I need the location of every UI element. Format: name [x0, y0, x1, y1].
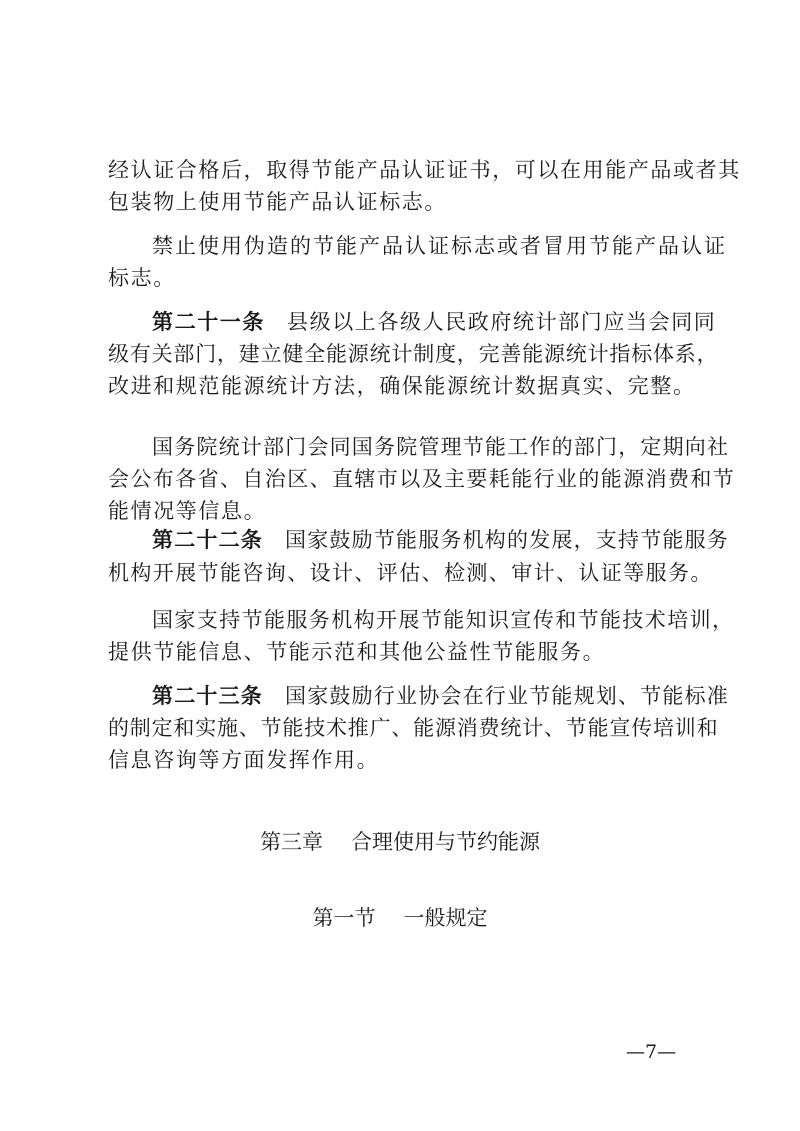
paragraph-line: 信息咨询等方面发挥作用。: [108, 748, 380, 772]
article-heading: 第二十二条: [152, 528, 263, 552]
paragraph-line: 能情况等信息。: [108, 499, 267, 523]
paragraph-line: 改进和规范能源统计方法，确保能源统计数据真实、完整。: [108, 374, 696, 398]
paragraph-line: 级有关部门，建立健全能源统计制度，完善能源统计指标体系，: [108, 342, 719, 366]
section-title: 一般规定: [403, 906, 488, 930]
paragraph-line: 机构开展节能咨询、设计、评估、检测、审计、认证等服务。: [108, 561, 713, 585]
paragraph-line: 的制定和实施、节能技术推广、能源消费统计、节能宣传培训和: [108, 716, 719, 740]
chapter-title: 合理使用与节约能源: [351, 830, 540, 854]
paragraph-text: 国家鼓励节能服务机构的发展，支持节能服务: [285, 528, 729, 552]
paragraph-line: 禁止使用伪造的节能产品认证标志或者冒用节能产品认证: [152, 234, 727, 258]
section-heading: [0, 898, 800, 938]
paragraph-line: 提供节能信息、节能示范和其他公益性节能服务。: [108, 640, 606, 664]
chapter-heading: [0, 822, 800, 862]
article-heading: 第二十三条: [152, 684, 263, 708]
section-number: 第一节: [312, 906, 376, 930]
paragraph-line: 会公布各省、自治区、直辖市以及主要耗能行业的能源消费和节: [108, 467, 736, 491]
paragraph-line: 国家支持节能服务机构开展节能知识宣传和节能技术培训，: [152, 608, 735, 632]
paragraph-text: 国家鼓励行业协会在行业节能规划、节能标准: [285, 684, 729, 708]
paragraph-line: 经认证合格后，取得节能产品认证证书，可以在用能产品或者其: [108, 158, 741, 182]
paragraph-line: 国务院统计部门会同国务院管理节能工作的部门，定期向社: [152, 435, 730, 459]
paragraph-line: 包装物上使用节能产品认证标志。: [108, 190, 447, 214]
page-number: —7—: [626, 1041, 677, 1063]
paragraph-text: 县级以上各级人民政府统计部门应当会同同: [287, 310, 717, 334]
article-heading: 第二十一条: [152, 310, 265, 334]
paragraph-line: 标志。: [108, 266, 176, 290]
chapter-number: 第三章: [260, 830, 323, 854]
